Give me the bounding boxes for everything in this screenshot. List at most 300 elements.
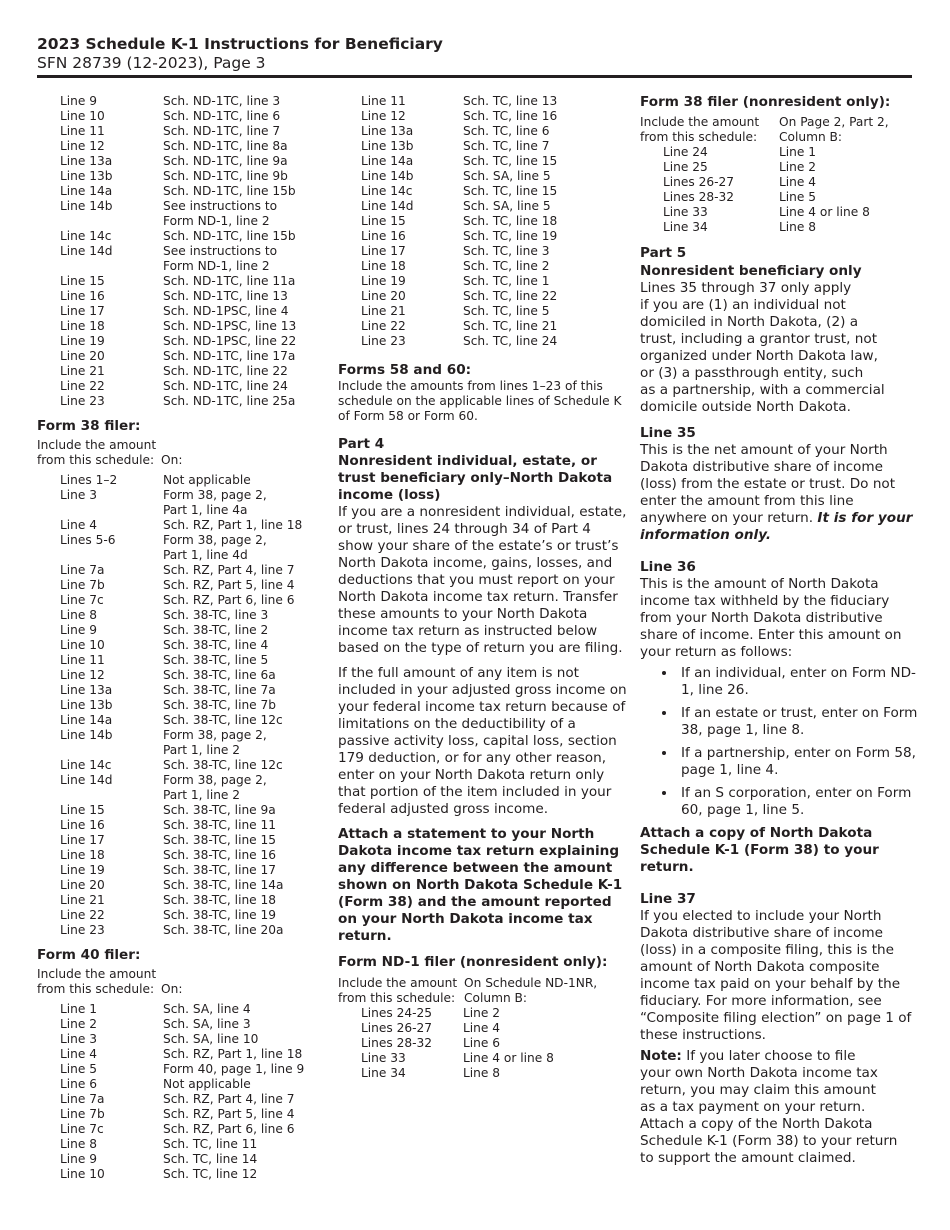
table-row [338, 274, 628, 289]
table-row [37, 488, 327, 518]
line-reference: Line 8 [463, 1066, 501, 1080]
table-row [338, 334, 628, 349]
column-2 [338, 94, 628, 1081]
form40-line-table [37, 1002, 327, 1182]
line-reference: Sch. 38-TC, line 15 [163, 833, 277, 847]
table-row [37, 908, 327, 923]
header-divider [37, 75, 912, 78]
table-row [37, 289, 327, 304]
line-reference: Sch. ND-1TC, line 3 [163, 94, 281, 108]
line-label: Line 14a [60, 713, 113, 727]
line36-heading: Line 36 [640, 559, 696, 575]
line-reference: Sch. ND-1TC, line 22 [163, 364, 288, 378]
form38-intro-on: On: [161, 453, 183, 467]
table-row [37, 199, 327, 229]
table-row [338, 139, 628, 154]
line-reference: Line 5 [779, 190, 817, 204]
form38nr-line-table [640, 145, 920, 235]
line-label: Line 14d [60, 773, 113, 787]
table-row [37, 1032, 327, 1047]
table-row [37, 94, 327, 109]
line-reference: Sch. RZ, Part 5, line 4 [163, 1107, 295, 1121]
table-row [37, 364, 327, 379]
table-row [37, 563, 327, 578]
table-row [37, 304, 327, 319]
line-label: Line 11 [60, 124, 105, 138]
table-row [338, 214, 628, 229]
line-reference: Line 2 [779, 160, 817, 174]
line-label: Lines 26-27 [361, 1021, 433, 1035]
line-reference: Sch. ND-1TC, line 6 [163, 109, 281, 123]
line-reference: Sch. 38-TC, line 18 [163, 893, 277, 907]
line-reference: Form 40, page 1, line 9 [163, 1062, 305, 1076]
line36-attach: Attach a copy of North Dakota Schedule K-1 (Form 38) to your return. [640, 825, 879, 875]
line-reference: Sch. 38-TC, line 5 [163, 653, 269, 667]
line-label: Lines 28-32 [663, 190, 735, 204]
table-row [37, 319, 327, 334]
line-reference: Form 38, page 2, Part 1, line 2 [163, 773, 267, 802]
line-label: Line 8 [60, 1137, 98, 1151]
table-row [338, 1036, 628, 1051]
line-reference: Sch. TC, line 16 [463, 109, 558, 123]
line-label: Line 16 [361, 229, 406, 243]
line-label: Line 21 [361, 304, 406, 318]
line-reference: Sch. 38-TC, line 19 [163, 908, 277, 922]
line-label: Line 21 [60, 364, 105, 378]
line-reference: Sch. TC, line 12 [163, 1167, 258, 1181]
form38nr-intro [640, 115, 920, 145]
list-item: • If an individual, enter on Form ND-1, line 26. [677, 665, 920, 699]
line-label: Line 17 [361, 244, 406, 258]
table-row [338, 1051, 628, 1066]
line-reference: Sch. 38-TC, line 12c [163, 713, 283, 727]
table-row [37, 1077, 327, 1092]
line-label: Lines 24-25 [361, 1006, 433, 1020]
line-label: Line 14a [60, 184, 113, 198]
nd1-nonresident-heading: Form ND-1 filer (nonresident only): [338, 954, 608, 970]
line-label: Line 13b [60, 698, 113, 712]
line-reference: Sch. TC, line 3 [463, 244, 550, 258]
table-row [37, 683, 327, 698]
table-row [37, 1002, 327, 1017]
line-reference: Sch. 38-TC, line 14a [163, 878, 284, 892]
line-label: Line 14c [60, 758, 112, 772]
form38-nonresident-heading: Form 38 filer (nonresident only): [640, 94, 891, 110]
intro-destination: On Page 2, Part 2, Column B: [779, 115, 889, 144]
table-row [37, 1122, 327, 1137]
note-text: If you later choose to file your own North Dakota income tax return, you may claim this amount as a tax payment on your return. Attach a copy of the North Dakota Schedule K-1 (Form 38) to your return to support the amount claimed. [640, 1048, 898, 1166]
line-reference: Line 1 [779, 145, 817, 159]
table-row [37, 244, 327, 274]
line-reference: Sch. ND-1TC, line 9a [163, 154, 288, 168]
line-label: Line 10 [60, 638, 105, 652]
line-label: Line 23 [361, 334, 406, 348]
table-row [37, 653, 327, 668]
line-label: Line 20 [60, 878, 105, 892]
table-row [37, 533, 327, 563]
table-row [338, 1006, 628, 1021]
table-row [37, 863, 327, 878]
table-row [338, 229, 628, 244]
part4-paragraph-2: If the full amount of any item is not included in your adjusted gross income on your federal income tax return because of limitations on the deductibility of a passive activity loss, capital loss, section 179 deduction, or for any other reason, enter on your North Dakota return only that portion of the item included in your federal adjusted gross income. [338, 665, 627, 817]
table-row [37, 1137, 327, 1152]
line-reference: Sch. TC, line 14 [163, 1152, 258, 1166]
line-reference: Sch. ND-1TC, line 13 [163, 289, 288, 303]
line-label: Line 33 [361, 1051, 406, 1065]
line-reference: Sch. ND-1TC, line 17a [163, 349, 296, 363]
table-row [338, 1021, 628, 1036]
table-row [37, 379, 327, 394]
line-label: Line 19 [60, 863, 105, 877]
line-reference: Line 4 [463, 1021, 501, 1035]
table-row [37, 109, 327, 124]
line-label: Line 14d [361, 199, 414, 213]
page-title: 2023 Schedule K-1 Instructions for Beneficiary [37, 35, 443, 53]
table-row [37, 623, 327, 638]
list-item: • If a partnership, enter on Form 58, page 1, line 4. [677, 745, 920, 779]
table-row [338, 289, 628, 304]
table-row [338, 199, 628, 214]
line-reference: See instructions to Form ND-1, line 2 [163, 244, 278, 273]
table-row [37, 394, 327, 409]
line-reference: Sch. 38-TC, line 12c [163, 758, 283, 772]
line-reference: Sch. TC, line 21 [463, 319, 558, 333]
line-label: Line 18 [361, 259, 406, 273]
line-reference: Sch. TC, line 24 [463, 334, 558, 348]
nd1-intro [338, 976, 628, 1006]
table-row [338, 184, 628, 199]
line-reference: Sch. 38-TC, line 17 [163, 863, 277, 877]
form38-heading: Form 38 filer: [37, 418, 141, 434]
line-reference: Sch. ND-1TC, line 15b [163, 184, 296, 198]
line-reference: Line 4 or line 8 [779, 205, 870, 219]
line-label: Line 13b [361, 139, 414, 153]
table-row [37, 184, 327, 199]
page-header [37, 34, 912, 73]
table-row [338, 319, 628, 334]
line-label: Line 11 [60, 653, 105, 667]
line-reference: Sch. ND-1TC, line 9b [163, 169, 288, 183]
line-label: Line 4 [60, 518, 98, 532]
line35-body: This is the net amount of your North Dakota distributive share of income (loss) from the estate or trust. Do not enter the amount from this line anywhere on your return. [640, 442, 896, 526]
line35-emphasis: It is for your information only. [640, 510, 913, 543]
line37-note [640, 1048, 920, 1167]
line-label: Line 6 [60, 1077, 98, 1091]
line-reference: Sch. TC, line 15 [463, 154, 558, 168]
part4-heading: Part 4 [338, 436, 385, 452]
table-row [37, 1152, 327, 1167]
line-label: Line 22 [60, 379, 105, 393]
table-row [37, 169, 327, 184]
table-row [37, 893, 327, 908]
table-row [338, 109, 628, 124]
line-reference: Sch. RZ, Part 1, line 18 [163, 1047, 303, 1061]
table-row [37, 878, 327, 893]
line-label: Line 34 [361, 1066, 406, 1080]
line-label: Line 19 [361, 274, 406, 288]
form40-heading: Form 40 filer: [37, 947, 141, 963]
table-row [37, 713, 327, 728]
line-reference: Sch. 38-TC, line 9a [163, 803, 276, 817]
line-label: Line 5 [60, 1062, 98, 1076]
table-row [338, 124, 628, 139]
line-reference: Sch. ND-1PSC, line 13 [163, 319, 297, 333]
line-reference: Not applicable [163, 1077, 251, 1091]
line-label: Line 3 [60, 488, 98, 502]
line-label: Line 17 [60, 833, 105, 847]
form38-line-table [37, 473, 327, 938]
line-reference: Form 38, page 2, Part 1, line 4a [163, 488, 267, 517]
line-label: Lines 1–2 [60, 473, 118, 487]
line-label: Line 9 [60, 1152, 98, 1166]
form40-line-table-cont [338, 94, 628, 349]
line-reference: Line 8 [779, 220, 817, 234]
table-row [37, 1017, 327, 1032]
line-label: Line 18 [60, 319, 105, 333]
line-reference: Form 38, page 2, Part 1, line 4d [163, 533, 267, 562]
line-label: Line 13a [361, 124, 414, 138]
line-reference: Line 4 or line 8 [463, 1051, 554, 1065]
line-label: Line 23 [60, 923, 105, 937]
line-label: Line 14b [60, 728, 113, 742]
line-reference: Not applicable [163, 473, 251, 487]
line-reference: Sch. SA, line 5 [463, 199, 551, 213]
table-row [640, 145, 920, 160]
line-label: Line 14d [60, 244, 113, 258]
table-row [37, 154, 327, 169]
line-reference: Sch. RZ, Part 1, line 18 [163, 518, 303, 532]
part5-heading: Part 5 [640, 245, 687, 261]
line-label: Line 2 [60, 1017, 98, 1031]
line-reference: Sch. TC, line 6 [463, 124, 550, 138]
line-reference: Sch. ND-1TC, line 11a [163, 274, 296, 288]
line37-text: If you elected to include your North Dakota distributive share of income (loss) in a composite filing, this is the amount of North Dakota composite income tax paid on your behalf by the fiduciary. For more information, see “Composite filing election” on page 1 of these instructions. [640, 908, 912, 1043]
table-row [37, 833, 327, 848]
line-label: Line 20 [361, 289, 406, 303]
line-label: Line 14a [361, 154, 414, 168]
line-reference: Sch. TC, line 13 [463, 94, 558, 108]
line-label: Line 17 [60, 304, 105, 318]
table-row [37, 698, 327, 713]
line-label: Line 34 [663, 220, 708, 234]
table-row [37, 593, 327, 608]
line-label: Line 22 [60, 908, 105, 922]
line-reference: Sch. 38-TC, line 6a [163, 668, 276, 682]
table-row [37, 1062, 327, 1077]
line-label: Line 24 [663, 145, 708, 159]
part5-subheading: Nonresident beneficiary only [640, 263, 862, 279]
column-1 [37, 94, 327, 1182]
line-reference: Sch. ND-1TC, line 15b [163, 229, 296, 243]
table-row [37, 139, 327, 154]
line-label: Line 15 [361, 214, 406, 228]
line-label: Line 7c [60, 1122, 104, 1136]
line-reference: Sch. 38-TC, line 2 [163, 623, 269, 637]
note-label: Note: [640, 1048, 682, 1064]
table-row [640, 175, 920, 190]
line-label: Lines 26-27 [663, 175, 735, 189]
line-label: Line 9 [60, 94, 98, 108]
line-reference: See instructions to Form ND-1, line 2 [163, 199, 278, 228]
line-label: Line 16 [60, 818, 105, 832]
table-row [37, 334, 327, 349]
line-reference: Sch. 38-TC, line 11 [163, 818, 277, 832]
form-number: SFN 28739 (12-2023), Page 3 [37, 54, 266, 72]
line35-heading: Line 35 [640, 425, 696, 441]
table-row [37, 229, 327, 244]
table-row [640, 190, 920, 205]
line-label: Line 7b [60, 578, 105, 592]
line-reference: Sch. SA, line 4 [163, 1002, 251, 1016]
table-row [37, 349, 327, 364]
line-reference: Sch. RZ, Part 4, line 7 [163, 563, 295, 577]
line-label: Line 7b [60, 1107, 105, 1121]
line-reference: Sch. TC, line 15 [463, 184, 558, 198]
line-reference: Sch. TC, line 7 [463, 139, 550, 153]
intro-destination: On Schedule ND-1NR, Column B: [464, 976, 598, 1005]
line-label: Line 15 [60, 803, 105, 817]
line-label: Line 14c [60, 229, 112, 243]
table-row [338, 1066, 628, 1081]
line-label: Line 1 [60, 1002, 98, 1016]
line-reference: Sch. ND-1TC, line 8a [163, 139, 288, 153]
line-reference: Sch. 38-TC, line 4 [163, 638, 269, 652]
table-row [37, 578, 327, 593]
line-label: Line 16 [60, 289, 105, 303]
table-row [640, 160, 920, 175]
intro-label: Include the amount from this schedule: [37, 967, 157, 996]
form40-intro-on: On: [161, 982, 183, 996]
table-row [37, 124, 327, 139]
nd1-line-table [37, 94, 327, 409]
table-row [37, 1092, 327, 1107]
line-reference: Sch. SA, line 10 [163, 1032, 259, 1046]
table-row [37, 728, 327, 758]
table-row [338, 304, 628, 319]
line-reference: Line 2 [463, 1006, 501, 1020]
intro-label: Include the amount from this schedule: [640, 115, 760, 144]
table-row [338, 244, 628, 259]
line-reference: Sch. RZ, Part 5, line 4 [163, 578, 295, 592]
forms-58-60-heading: Forms 58 and 60: [338, 362, 472, 378]
table-row [338, 154, 628, 169]
line-label: Line 14c [361, 184, 413, 198]
line-label: Line 21 [60, 893, 105, 907]
line37-heading: Line 37 [640, 891, 696, 907]
line-reference: Sch. 38-TC, line 7b [163, 698, 277, 712]
table-row [338, 94, 628, 109]
table-row [37, 818, 327, 833]
forms-58-60-text: Include the amounts from lines 1–23 of this schedule on the applicable lines of Schedule K of Form 58 or Form 60. [338, 379, 622, 423]
nd1-nr-line-table [338, 1006, 628, 1081]
line-label: Line 33 [663, 205, 708, 219]
line-reference: Sch. TC, line 18 [463, 214, 558, 228]
line35-text [640, 442, 920, 544]
line-reference: Sch. ND-1TC, line 24 [163, 379, 288, 393]
table-row [37, 668, 327, 683]
line36-text: This is the amount of North Dakota income tax withheld by the fiduciary from your North Dakota distributive share of income. Enter this amount on your return as follows: [640, 576, 902, 660]
line-label: Line 14b [60, 199, 113, 213]
line-reference: Sch. TC, line 1 [463, 274, 550, 288]
table-row [37, 1047, 327, 1062]
line-label: Line 3 [60, 1032, 98, 1046]
line-reference: Sch. SA, line 5 [463, 169, 551, 183]
list-item: • If an S corporation, enter on Form 60, page 1, line 5. [677, 785, 920, 819]
line-reference: Sch. TC, line 19 [463, 229, 558, 243]
line-reference: Line 6 [463, 1036, 501, 1050]
line-label: Line 10 [60, 109, 105, 123]
part4-subheading: Nonresident individual, estate, or trust beneficiary only–North Dakota income (loss) [338, 453, 613, 503]
line-label: Line 7c [60, 593, 104, 607]
table-row [37, 1107, 327, 1122]
line-reference: Sch. ND-1TC, line 25a [163, 394, 296, 408]
table-row [37, 1167, 327, 1182]
table-row [37, 923, 327, 938]
table-row [37, 608, 327, 623]
column-3 [640, 94, 920, 1167]
table-row [37, 848, 327, 863]
line-reference: Form 38, page 2, Part 1, line 2 [163, 728, 267, 757]
line-label: Line 9 [60, 623, 98, 637]
line-reference: Sch. ND-1PSC, line 4 [163, 304, 289, 318]
line-label: Line 8 [60, 608, 98, 622]
line-reference: Sch. TC, line 11 [163, 1137, 258, 1151]
table-row [640, 220, 920, 235]
line-label: Line 12 [361, 109, 406, 123]
line-reference: Sch. 38-TC, line 20a [163, 923, 284, 937]
line-reference: Sch. TC, line 2 [463, 259, 550, 273]
table-row [37, 473, 327, 488]
table-row [37, 803, 327, 818]
line-label: Line 18 [60, 848, 105, 862]
line-label: Line 4 [60, 1047, 98, 1061]
line-label: Line 13a [60, 154, 113, 168]
line-reference: Sch. TC, line 5 [463, 304, 550, 318]
line-label: Line 23 [60, 394, 105, 408]
line-reference: Sch. RZ, Part 4, line 7 [163, 1092, 295, 1106]
table-row [37, 773, 327, 803]
part4-paragraph-1: If you are a nonresident individual, estate, or trust, lines 24 through 34 of Part 4 show your share of the estate’s or trust’s North Dakota income, gains, losses, and deductions that you must report on your North Dakota income tax return. Transfer these amounts to your North Dakota income tax return as instructed below based on the type of return you are filing. [338, 504, 627, 656]
line-reference: Sch. SA, line 3 [163, 1017, 251, 1031]
line-label: Line 20 [60, 349, 105, 363]
line-label: Line 7a [60, 1092, 105, 1106]
line-label: Lines 5-6 [60, 533, 116, 547]
line-label: Line 13a [60, 683, 113, 697]
part4-attach-statement: Attach a statement to your North Dakota income tax return explaining any difference between the amount shown on North Dakota Schedule K-1 (Form 38) and the amount reported on your North Dakota income tax return. [338, 826, 623, 944]
line-reference: Sch. RZ, Part 6, line 6 [163, 593, 295, 607]
line-label: Line 12 [60, 668, 105, 682]
table-row [37, 518, 327, 533]
line-label: Line 14b [361, 169, 414, 183]
line-label: Line 15 [60, 274, 105, 288]
line-reference: Sch. ND-1TC, line 7 [163, 124, 281, 138]
line-label: Line 11 [361, 94, 406, 108]
line-label: Line 13b [60, 169, 113, 183]
table-row [37, 274, 327, 289]
intro-label: Include the amount from this schedule: [338, 976, 458, 1005]
line-reference: Sch. 38-TC, line 7a [163, 683, 276, 697]
line-reference: Sch. 38-TC, line 16 [163, 848, 277, 862]
line-label: Line 7a [60, 563, 105, 577]
line-reference: Sch. ND-1PSC, line 22 [163, 334, 297, 348]
list-item: • If an estate or trust, enter on Form 38, page 1, line 8. [677, 705, 920, 739]
table-row [37, 758, 327, 773]
table-row [338, 169, 628, 184]
line-label: Line 12 [60, 139, 105, 153]
table-row [37, 638, 327, 653]
table-row [640, 205, 920, 220]
line36-bullet-list [640, 665, 920, 819]
